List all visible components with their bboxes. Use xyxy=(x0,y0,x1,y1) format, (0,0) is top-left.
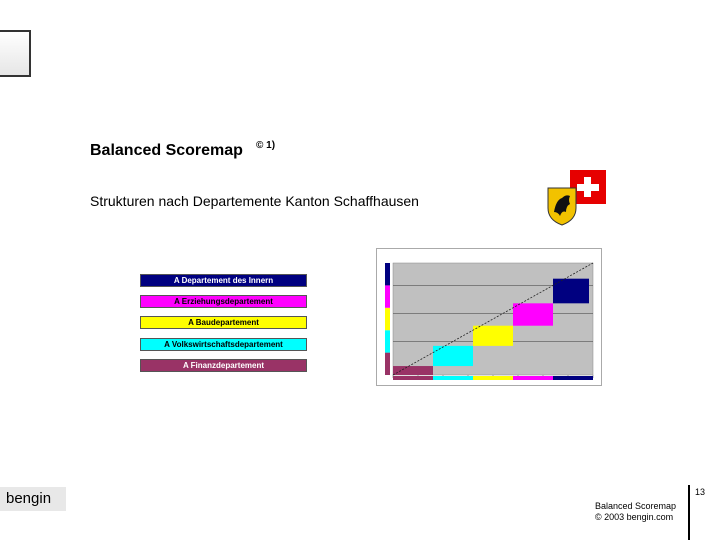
y-axis-strip xyxy=(385,263,390,285)
x-axis-strip xyxy=(473,376,513,380)
corner-frame xyxy=(0,30,31,77)
title-superscript: © 1) xyxy=(256,140,276,151)
page-number: 13 xyxy=(695,487,706,497)
footer-divider xyxy=(688,485,690,540)
legend-item: A Erziehungsdepartement xyxy=(140,295,307,308)
footer-title: Balanced Scoremap xyxy=(595,501,677,511)
chart-block xyxy=(393,366,433,375)
y-axis-strip xyxy=(385,285,390,307)
x-axis-strip xyxy=(433,376,473,380)
legend-item: A Departement des Innern xyxy=(140,274,307,287)
chart-block xyxy=(513,303,553,325)
footer-copyright: © 2003 bengin.com xyxy=(595,512,674,522)
chart-block xyxy=(473,326,513,346)
y-axis-strip xyxy=(385,330,390,352)
y-axis-strip xyxy=(385,308,390,330)
brand-logo: bengin xyxy=(0,487,66,511)
legend-item: A Volkswirtschaftsdepartement xyxy=(140,338,307,351)
scoremap-chart xyxy=(377,249,601,385)
x-axis-strip xyxy=(513,376,553,380)
canton-crest-icon xyxy=(546,186,578,226)
slide-title: Balanced Scoremap xyxy=(90,142,243,159)
slide-subtitle: Strukturen nach Departemente Kanton Schaffhausen xyxy=(90,193,419,209)
legend-item: A Baudepartement xyxy=(140,316,307,329)
chart-frame xyxy=(376,248,602,386)
x-axis-strip xyxy=(553,376,593,380)
legend-item: A Finanzdepartement xyxy=(140,359,307,372)
y-axis-strip xyxy=(385,353,390,375)
x-axis-strip xyxy=(393,376,433,380)
